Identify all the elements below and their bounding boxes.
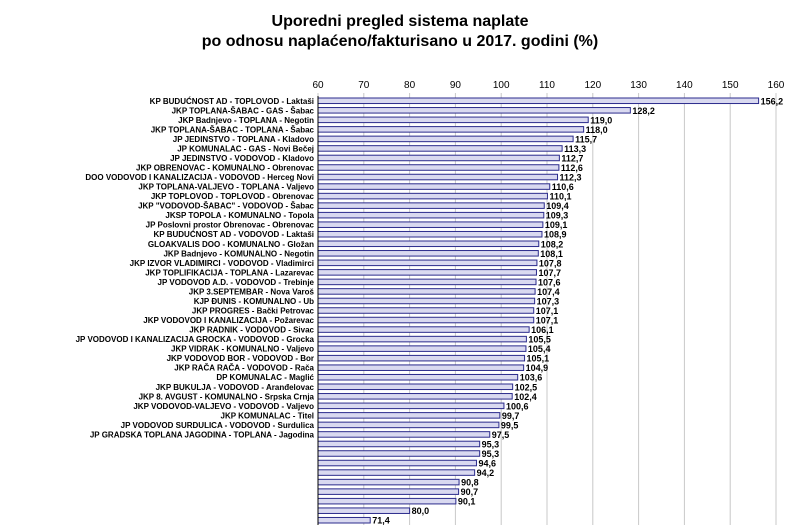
bar [318, 498, 456, 504]
x-tick-label: 70 [358, 80, 370, 91]
bar-value-label: 112,3 [559, 172, 582, 183]
bar-value-label: 107,7 [538, 267, 561, 278]
bar-value-label: 97,5 [491, 429, 510, 440]
bar [318, 384, 513, 390]
category-label: JKP TOPLIFIKACIJA - TOPLANA - Lazarevac [145, 268, 314, 278]
bar-value-label: 109,4 [546, 201, 569, 212]
x-tick-label: 130 [630, 80, 647, 91]
category-label: GLOAKVALIS DOO - KOMUNALNO - Gložan [147, 239, 314, 249]
category-label: JKP Badnjevo - KOMUNALNO - Negotin [163, 249, 314, 259]
category-label: JKP VODOVOD I KANALIZACIJA - Požarevac [143, 316, 314, 326]
category-label: JKP KOMUNALAC - Titel [220, 411, 314, 421]
bar [318, 374, 518, 380]
category-label: JKP TOPLOVOD - TOPLOVOD - Obrenovac [150, 192, 314, 202]
bar [318, 432, 490, 438]
bar [318, 327, 529, 333]
x-tick-label: 100 [492, 80, 510, 91]
category-label: DOO VODOVOD I KANALIZACIJA - VODOVOD - Herceg Novi [85, 173, 314, 183]
bar [318, 155, 559, 161]
category-label: JKP BUKULJA - VODOVOD - Aranđelovac [155, 382, 314, 392]
category-label: JKP TOPLANA-VALJEVO - TOPLANA - Valjevo [138, 182, 314, 192]
bar-value-label: 107,4 [537, 286, 560, 297]
x-tick-label: 80 [404, 80, 416, 91]
bar [318, 241, 539, 247]
bar-value-label: 115,7 [575, 134, 598, 145]
category-label: JP Poslovni prostor Obrenovac - Obrenovac [145, 220, 314, 230]
bar-value-label: 90,8 [461, 477, 479, 488]
chart-title-line-2: po odnosu naplaćeno/fakturisano u 2017. godini (%) [201, 33, 599, 50]
bar-value-label: 112,7 [561, 153, 584, 164]
category-label: JP GRADSKA TOPLANA JAGODINA - TOPLANA - Jagodina [89, 430, 314, 440]
category-label: JKP TOPLANA-ŠABAC - GAS - Šabac [171, 106, 314, 116]
chart-title-line-1: Uporedni pregled sistema naplate [271, 13, 529, 30]
bar [318, 231, 542, 237]
bar-value-label: 108,2 [540, 239, 564, 250]
bar-value-label: 107,1 [535, 306, 559, 316]
bar-value-label: 107,1 [535, 315, 559, 326]
bar-value-label: 128,2 [632, 105, 655, 116]
bar [318, 289, 535, 295]
bar-value-label: 90,1 [457, 496, 476, 507]
category-label: KJP ĐUNIS - KOMUNALNO - Ub [193, 296, 314, 306]
bar-value-label: 108,1 [540, 248, 563, 259]
bar-value-label: 112,6 [560, 163, 583, 173]
x-tick-label: 90 [449, 80, 461, 91]
category-label: JKP IZVOR VLADIMIRCI - VODOVOD - Vladimirci [129, 258, 314, 268]
bar [318, 470, 475, 476]
x-tick-label: 110 [539, 80, 555, 91]
category-label: KP BUDUĆNOST AD - TOPLOVOD - Laktaši [149, 96, 314, 106]
bar [318, 460, 476, 466]
bar-value-label: 95,3 [481, 449, 500, 459]
bar-value-label: 109,1 [544, 220, 568, 231]
bar [318, 365, 524, 371]
bar [318, 479, 459, 485]
bar-value-label: 71,4 [372, 515, 390, 526]
bar-value-label: 102,5 [514, 382, 538, 393]
x-tick-label: 150 [721, 80, 739, 91]
category-label: JKP 8. AVGUST - KOMUNALNO - Srpska Crnja [138, 392, 314, 402]
bar [318, 508, 410, 514]
bar-value-label: 107,8 [538, 258, 562, 269]
bar-value-label: 107,3 [536, 296, 560, 307]
bar-value-label: 95,3 [481, 439, 500, 450]
category-label: JKSP TOPOLA - KOMUNALNO - Topola [165, 211, 314, 221]
bar [318, 355, 525, 361]
category-label: JKP OBRENOVAC - KOMUNALNO - Obrenovac [136, 163, 314, 173]
category-label: JP VODOVOD SURDULICA - VODOVOD - Surdulica [120, 420, 314, 430]
bar [318, 317, 534, 323]
category-label: JKP TOPLANA-ŠABAC - TOPLANA - Šabac [150, 125, 314, 135]
bar-value-label: 103,6 [519, 372, 543, 383]
bar [318, 279, 536, 285]
category-label: JKP VODOVOD-VALJEVO - VODOVOD - Valjevo [133, 401, 314, 411]
bar [318, 403, 504, 409]
bar [318, 441, 480, 447]
bar [318, 165, 559, 171]
x-tick-label: 60 [312, 80, 324, 91]
category-label: JP KOMUNALAC - GAS - Novi Bečej [177, 144, 314, 154]
bar [318, 413, 500, 419]
category-label: JP JEDINSTVO - TOPLANA - Kladovo [172, 134, 314, 144]
bar [318, 127, 584, 133]
bar-value-label: 102,4 [514, 391, 537, 402]
bar [318, 222, 543, 228]
category-label: JP VODOVOD A.D. - VODOVOD - Trebinje [157, 277, 314, 287]
bar-value-label: 99,5 [500, 420, 519, 431]
category-label: JKP 3.SEPTEMBAR - Nova Varoš [188, 287, 314, 297]
x-axis-ticks [312, 80, 784, 91]
bar [318, 346, 526, 352]
bar [318, 336, 526, 342]
bar [318, 136, 573, 142]
bar [318, 270, 536, 276]
bar-value-label: 110,6 [551, 182, 574, 193]
bar [318, 174, 558, 180]
bar-value-label: 119,0 [590, 115, 613, 126]
bar-value-label: 105,1 [526, 353, 550, 364]
bar-value-label: 80,0 [411, 506, 430, 517]
bar [318, 98, 759, 104]
category-label: JP VODOVOD I KANALIZACIJA GROCKA - VODOVOD - Grocka [75, 335, 314, 345]
bar [318, 146, 562, 152]
category-label: JP JEDINSTVO - VODOVOD - Kladovo [170, 153, 314, 163]
bar [318, 422, 499, 428]
bar-value-label: 156,2 [760, 96, 784, 107]
bar-value-label: 106,1 [531, 325, 554, 336]
bar-value-label: 94,6 [478, 458, 496, 469]
bar [318, 108, 630, 114]
bar-value-label: 105,4 [527, 344, 551, 355]
bar [318, 203, 544, 209]
category-label: JKP RADNIK - VODOVOD - Sivac [189, 325, 314, 335]
category-label: KP BUDUĆNOST AD - VODOVOD - Laktaši [153, 230, 314, 240]
bar [318, 193, 547, 199]
bar-value-label: 113,3 [564, 143, 587, 154]
bar [318, 489, 459, 495]
bar-value-label: 99,7 [501, 410, 520, 421]
bar [318, 260, 537, 266]
bar [318, 117, 588, 123]
category-label: JKP RAČA RAČA - VODOVOD - Rača [174, 363, 314, 373]
bar [318, 517, 370, 523]
category-label: JKP VODOVOD BOR - VODOVOD - Bor [166, 354, 314, 364]
category-label: JKP PROGRES - Bački Petrovac [191, 306, 314, 316]
category-label: DP KOMUNALAC - Maglić [216, 373, 314, 383]
x-tick-label: 120 [584, 80, 602, 91]
bar-value-label: 108,9 [543, 229, 567, 240]
bar-value-label: 107,6 [538, 277, 561, 288]
x-tick-label: 140 [676, 80, 693, 91]
bar-value-label: 109,3 [545, 210, 569, 221]
bar-value-label: 118,0 [585, 124, 608, 135]
bar [318, 298, 535, 304]
bar-value-label: 90,7 [460, 487, 479, 498]
bar-value-label: 105,5 [528, 334, 551, 345]
bar-value-label: 100,6 [505, 401, 529, 412]
bar [318, 308, 534, 314]
bar-value-label: 110,1 [549, 191, 572, 202]
category-label: JKP VIDRAK - KOMUNALNO - Valjevo [171, 344, 314, 354]
category-label: JKP Badnjevo - TOPLANA - Negotin [178, 115, 314, 125]
category-label: JKP "VODOVOD-ŠABAC" - VODOVOD - Šabac [138, 201, 314, 211]
bar-value-label: 94,2 [476, 468, 495, 479]
bar [318, 394, 512, 400]
bar-value-label: 104,9 [525, 363, 549, 374]
bar [318, 451, 480, 457]
category-labels [76, 97, 315, 440]
bar [318, 251, 538, 257]
bar [318, 184, 550, 190]
x-tick-label: 160 [767, 80, 785, 91]
bar [318, 212, 544, 218]
